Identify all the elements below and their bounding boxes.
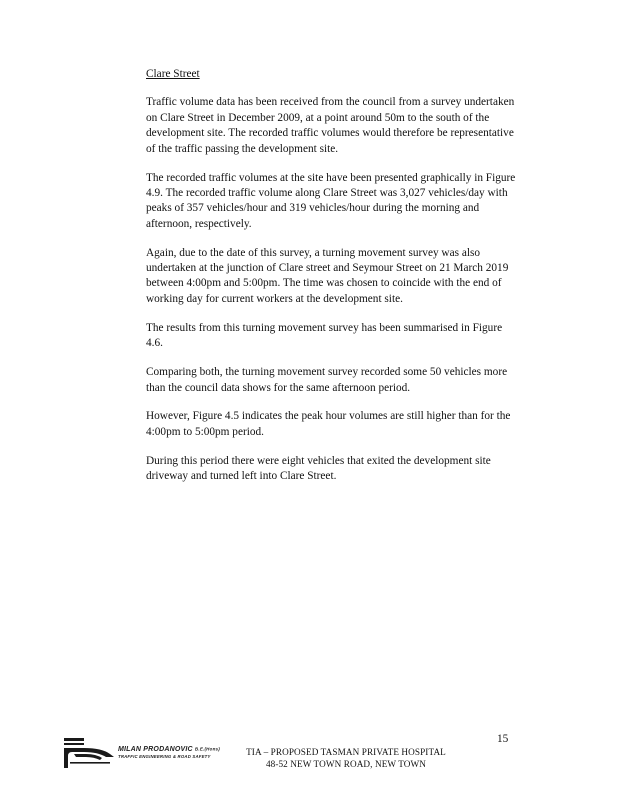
- document-body: [146, 67, 516, 498]
- logo-name: MILAN PRODANOVIC: [118, 746, 193, 753]
- paragraph-7: During this period there were eight vehicles that exited the development site driveway and turned left into Clare Street.: [146, 454, 491, 483]
- section-heading: Clare Street: [146, 68, 200, 80]
- paragraph-1: Traffic volume data has been received from the council from a survey undertaken on Clare Street in December 2009, at a point around 50m to the south of the development site. The recorded traffic volumes would therefore be representative of the traffic passing the development site.: [146, 96, 515, 155]
- footer-title: TIA – PROPOSED TASMAN PRIVATE HOSPITAL: [246, 747, 446, 757]
- paragraph-6: However, Figure 4.5 indicates the peak hour volumes are still higher than for the 4:00pm to 5:00pm period.: [146, 410, 511, 438]
- paragraph-4: The results from this turning movement survey has been summarised in Figure 4.6.: [146, 321, 503, 350]
- paragraph-2: The recorded traffic volumes at the site have been presented graphically in Figure 4.9. The recorded traffic volume along Clare Street was 3,027 vehicles/day with peaks of 357 vehicles/hour and 319 vehicles/hour during the morning and afternoon, respectively.: [146, 171, 516, 230]
- company-logo: [62, 736, 218, 770]
- logo-tagline: TRAFFIC ENGINEERING & ROAD SAFETY: [118, 754, 211, 759]
- page-number: 15: [497, 733, 509, 745]
- page-footer: [226, 746, 466, 770]
- road-logo-icon: [62, 736, 118, 770]
- logo-suffix: B.E.(Hons): [194, 746, 220, 752]
- paragraph-5: Comparing both, the turning movement survey recorded some 50 vehicles more than the council data shows for the same afternoon period.: [146, 366, 508, 394]
- footer-address: 48-52 NEW TOWN ROAD, NEW TOWN: [265, 759, 427, 769]
- paragraph-3: Again, due to the date of this survey, a turning movement survey was also undertaken at the junction of Clare street and Seymour Street on 21 March 2019 between 4:00pm and 5:00pm. The time was chosen to coincide with the end of working day for current workers at the development site.: [146, 246, 509, 305]
